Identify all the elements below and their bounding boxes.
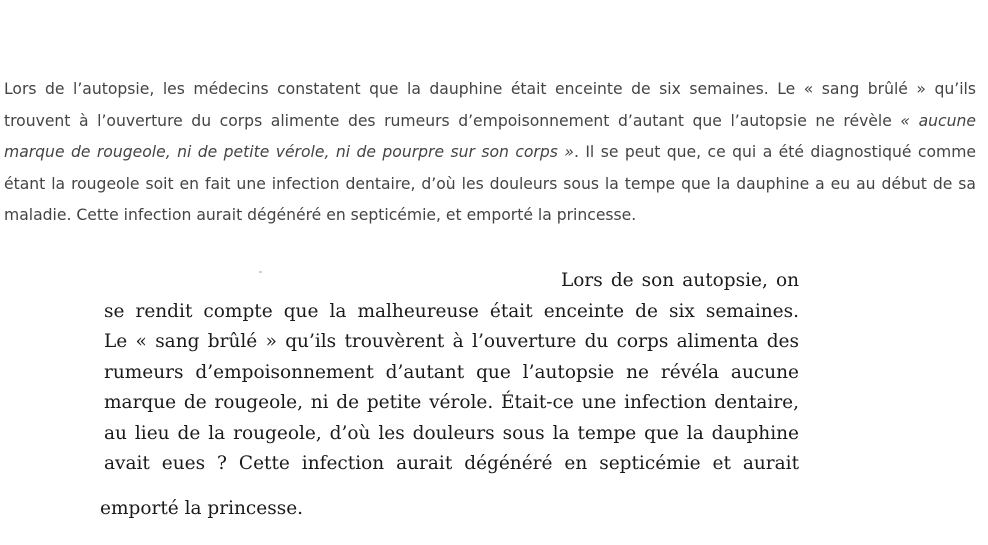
book-line-last: emporté la princesse.: [100, 497, 304, 519]
web-excerpt-text-2: . Il se peut que, ce qui a été diagnostiqué comme étant la rougeole soit en fait une infection dentaire, d’où les douleurs sous la tempe que la dauphine a eu au début de sa maladie. Cette infection aurait dégénéré en septicémie, et emporté la princesse.: [4, 143, 976, 224]
book-line: marque de rougeole, ni de petite vérole. Était-ce une infection dentaire,: [104, 392, 799, 413]
web-excerpt-paragraph: [4, 74, 976, 232]
book-line: rumeurs d’empoisonnement d’autant que l’autopsie ne révéla aucune: [104, 361, 799, 383]
book-excerpt: [100, 266, 799, 524]
book-line: au lieu de la rougeole, d’où les douleurs sous la tempe que la dauphine: [104, 422, 799, 444]
book-line: Lors de son autopsie, on: [561, 270, 799, 291]
web-excerpt-quote: « aucune marque de rougeole, ni de petite vérole, ni de pourpre sur son corps »: [4, 111, 976, 161]
book-line: se rendit compte que la malheureuse était enceinte de six semaines.: [104, 300, 799, 322]
web-excerpt-text-1: Lors de l’autopsie, les médecins constatent que la dauphine était enceinte de six semaines. Le « sang brûlé » qu’ils trouvent à l’ouverture du corps alimente des rumeurs d’empoisonnement d’autant que l’autopsie ne révèle: [4, 80, 976, 130]
book-line: avait eues ? Cette infection aurait dégénéré en septicémie et aurait: [104, 453, 799, 474]
book-line: Le « sang brûlé » qu’ils trouvèrent à l’ouverture du corps alimenta des: [104, 331, 799, 352]
